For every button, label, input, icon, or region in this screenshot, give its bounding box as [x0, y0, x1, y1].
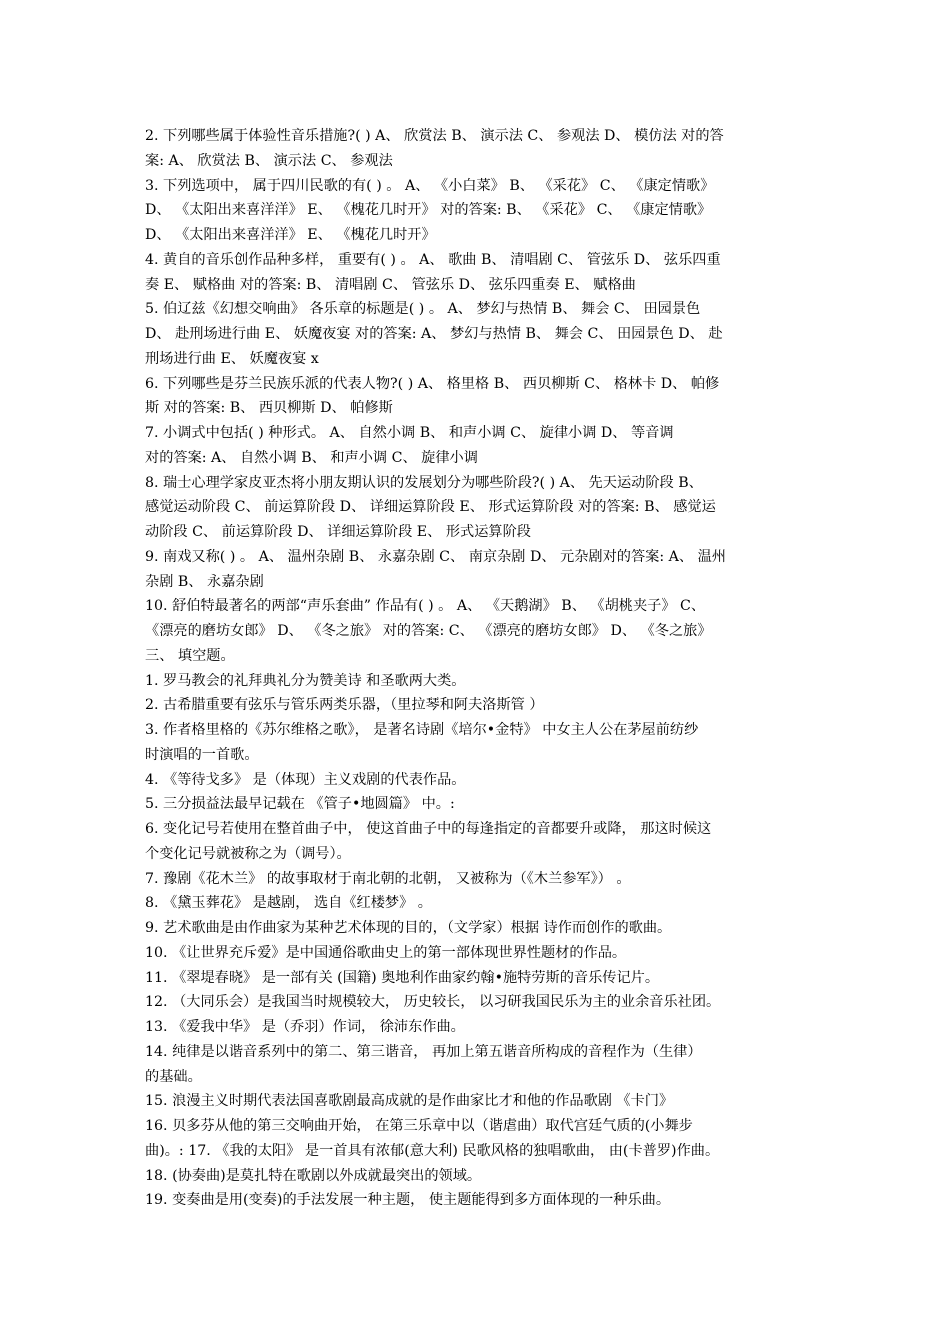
text-line: 8. 《黛玉葬花》 是越剧， 选自《红楼梦》 。	[145, 895, 432, 912]
section-heading: 三、 填空题。	[145, 647, 235, 664]
text-line: 15. 浪漫主义时期代表法国喜歌剧最高成就的是作曲家比才和他的作品歌剧 《卡门》	[145, 1093, 674, 1110]
text-line: 1. 罗马教会的礼拜典礼分为赞美诗 和圣歌两大类。	[145, 672, 466, 689]
text-line: D、 《太阳出来喜洋洋》 E、 《槐花几时开》 对的答案: B、 《采花》 C、 《康定情歌》	[145, 202, 712, 219]
text-line: 个变化记号就被称之为（调号）。	[145, 845, 351, 862]
text-line: 曲)。: 17. 《我的太阳》 是一首具有浓郁(意大利) 民歌风格的独唱歌曲， 由(卡普罗)作曲。	[145, 1142, 720, 1159]
text-line: D、 《太阳出来喜洋洋》 E、 《槐花几时开》	[145, 227, 436, 243]
text-line: 感觉运动阶段 C、 前运算阶段 D、 详细运算阶段 E、 形式运算阶段 对的答案: B、 感觉运	[145, 499, 716, 516]
document-body	[145, 124, 810, 1213]
text-line: 9. 南戏又称( ) 。 A、 温州杂剧 B、 永嘉杂剧 C、 南京杂剧 D、 元杂剧对的答案: A、 温州	[145, 548, 726, 565]
text-line: 13. 《爱我中华》 是（乔羽）作词， 徐沛东作曲。	[145, 1019, 465, 1035]
text-line: 3. 作者格里格的《苏尔维格之歌》， 是著名诗剧《培尔•金特》 中女主人公在茅屋前纺纱	[145, 722, 699, 738]
text-line: 6. 下列哪些是芬兰民族乐派的代表人物?( ) A、 格里格 B、 西贝柳斯 C、 格林卡 D、 帕修	[145, 375, 720, 392]
text-line: 14. 纯律是以谐音系列中的第二、第三谐音， 再加上第五谐音所构成的音程作为（生律）	[145, 1043, 702, 1060]
text-line: D、 赴刑场进行曲 E、 妖魔夜宴 对的答案: A、 梦幻与热情 B、 舞会 C、 田园景色 D、 赴	[145, 326, 723, 342]
text-line: 《漂亮的磨坊女郎》 D、 《冬之旅》 对的答案: C、 《漂亮的磨坊女郎》 D、 《冬之旅》	[145, 623, 712, 639]
text-line: 10. 舒伯特最著名的两部“声乐套曲” 作品有( ) 。 A、 《天鹅湖》 B、 《胡桃夹子》 C、	[145, 598, 706, 615]
text-line: 9. 艺术歌曲是由作曲家为某种艺术体现的目的，（文学家）根据 诗作而创作的歌曲。	[145, 920, 672, 936]
text-line: 动阶段 C、 前运算阶段 D、 详细运算阶段 E、 形式运算阶段	[145, 524, 531, 540]
text-line: 8. 瑞士心理学家皮亚杰将小朋友期认识的发展划分为哪些阶段?( ) A、 先天运动阶段 B、	[145, 474, 703, 491]
text-line: 7. 豫剧《花木兰》 的故事取材于南北朝的北朝， 又被称为（《木兰参军》） 。	[145, 870, 631, 887]
text-line: 斯 对的答案: B、 西贝柳斯 D、 帕修斯	[145, 400, 393, 417]
text-line: 4. 《等待戈多》 是（体现）主义戏剧的代表作品。	[145, 771, 466, 788]
text-line: 11. 《翠堤春晓》 是一部有关 (国籍) 奥地利作曲家约翰•施特劳斯的音乐传记片。	[145, 969, 660, 986]
text-line: 4. 黄自的音乐创作品种多样， 重要有( ) 。 A、 歌曲 B、 清唱剧 C、 管弦乐 D、 弦乐四重	[145, 251, 721, 268]
text-line: 刑场进行曲 E、 妖魔夜宴 x	[145, 350, 319, 367]
text-line: 7. 小调式中包括( ) 种形式。 A、 自然小调 B、 和声小调 C、 旋律小调 D、 等音调	[145, 425, 674, 441]
text-line: 18. (协奏曲)是莫扎特在歌剧以外成就最突出的领域。	[145, 1167, 482, 1184]
text-line: 6. 变化记号若使用在整首曲子中， 使这首曲子中的每逢指定的音都要升或降， 那这时候这	[145, 821, 712, 837]
text-line: 的基础。	[145, 1068, 202, 1085]
text-line: 杂剧 B、 永嘉杂剧	[145, 573, 264, 590]
text-line: 案: A、 欣赏法 B、 演示法 C、 参观法	[145, 152, 393, 169]
text-line: 19. 变奏曲是用(变奏)的手法发展一种主题， 使主题能得到多方面体现的一种乐曲。	[145, 1192, 671, 1209]
text-line: 时演唱的一首歌。	[145, 746, 259, 763]
text-line: 16. 贝多芬从他的第三交响曲开始， 在第三乐章中以（谐虐曲）取代宫廷气质的(小舞步	[145, 1118, 693, 1134]
text-line: 3. 下列选项中， 属于四川民歌的有( ) 。 A、 《小白菜》 B、 《采花》 C、 《康定情歌》	[145, 177, 715, 194]
text-line: 5. 三分损益法最早记载在 《管子•地圆篇》 中。:	[145, 796, 455, 813]
text-line: 2. 下列哪些属于体验性音乐措施?( ) A、 欣赏法 B、 演示法 C、 参观法 D、 模仿法 对的答	[145, 128, 724, 144]
text-line: 12. （大同乐会）是我国当时规模较大， 历史较长， 以习研我国民乐为主的业余音乐社团。	[145, 994, 721, 1011]
text-line: 5. 伯辽兹《幻想交响曲》 各乐章的标题是( ) 。 A、 梦幻与热情 B、 舞会 C、 田园景色	[145, 301, 701, 318]
text-line: 10. 《让世界充斥爱》是中国通俗歌曲史上的第一部体现世界性题材的作品。	[145, 944, 627, 961]
text-line: 奏 E、 赋格曲 对的答案: B、 清唱剧 C、 管弦乐 D、 弦乐四重奏 E、 赋格曲	[145, 276, 636, 293]
text-line: 2. 古希腊重要有弦乐与管乐两类乐器，（里拉琴和阿夫洛斯管 ）	[145, 697, 544, 714]
text-line: 对的答案: A、 自然小调 B、 和声小调 C、 旋律小调	[145, 449, 478, 466]
